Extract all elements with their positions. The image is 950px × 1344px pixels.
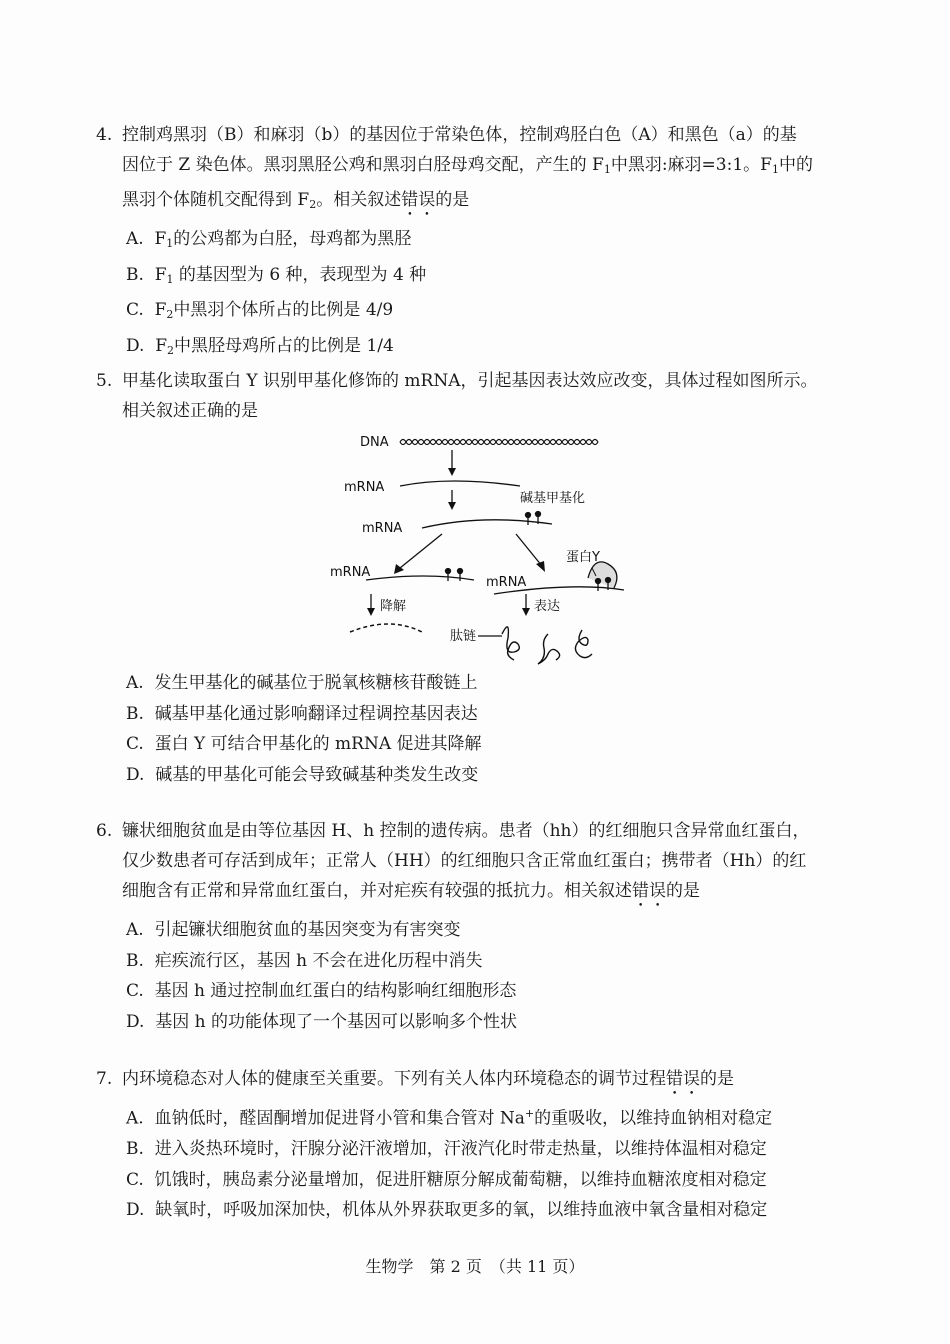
diagram-methylation-label: 碱基甲基化 xyxy=(520,491,586,506)
q7-line1c: 的是 xyxy=(700,1069,734,1089)
q6-stem xyxy=(96,816,876,846)
q6-line1: 镰状细胞贫血是由等位基因 H、h 控制的遗传病。患者（hh）的红细胞只含异常血红蛋白， xyxy=(122,821,810,841)
arrow-head xyxy=(536,561,545,572)
option-text: 的基因型为 6 种，表现型为 4 种 xyxy=(173,264,427,285)
option-f: F xyxy=(154,264,167,285)
q7-line1a: 内环境稳态对人体的健康至关重要。下列有关人体内环境稳态的调节过程 xyxy=(122,1069,666,1089)
option-text: 基因 h 的功能体现了一个基因可以影响多个性状 xyxy=(155,1011,518,1032)
mrna-strand-3 xyxy=(366,576,474,580)
methyl-marks-2 xyxy=(446,569,463,582)
peptide-chain-1 xyxy=(502,627,519,660)
option-text: 疟疾流行区，基因 h 不会在进化历程中消失 xyxy=(154,950,483,971)
option-label: D. xyxy=(126,1200,145,1221)
q7-emphasis: 错误 xyxy=(666,1069,700,1089)
q6-line3a: 细胞含有正常和异常血红蛋白，并对疟疾有较强的抵抗力。相关叙述 xyxy=(122,881,632,901)
q6-emphasis: 错误 xyxy=(632,881,666,901)
q5-option-a[interactable] xyxy=(96,668,876,699)
q7-option-d[interactable] xyxy=(96,1195,876,1226)
q6-option-d[interactable] xyxy=(96,1007,876,1038)
q4-option-d[interactable] xyxy=(96,331,876,367)
q4-line3a: 黑羽个体随机交配得到 F xyxy=(122,190,310,210)
option-f: F xyxy=(155,335,168,356)
option-f: F xyxy=(154,300,167,320)
option-text: 缺氧时，呼吸加深加快，机体从外界获取更多的氧，以维持血液中氧含量相对稳定 xyxy=(155,1200,768,1221)
question-5 xyxy=(96,366,876,426)
option-label: D. xyxy=(126,335,145,356)
dna-helix-2 xyxy=(400,440,598,445)
q4-line2b: 中黑羽:麻羽=3:1。F xyxy=(610,155,772,175)
q6-option-b[interactable] xyxy=(96,946,876,977)
option-text: 基因 h 通过控制血红蛋白的结构影响红细胞形态 xyxy=(154,981,517,1001)
option-sup: + xyxy=(524,1107,535,1120)
option-text: 血钠低时，醛固酮增加促进肾小管和集合管对 Na xyxy=(154,1108,525,1129)
q5-line2: 相关叙述正确的是 xyxy=(122,401,258,421)
q5-number: 5. xyxy=(96,371,113,391)
option-sub: 2 xyxy=(167,343,175,357)
q4-line3b: 。相关叙述 xyxy=(316,190,402,210)
q5-stem xyxy=(96,366,876,396)
diagram-protein-y-label: 蛋白Y xyxy=(566,550,600,565)
option-text: 的公鸡都为白胫，母鸡都为黑胫 xyxy=(173,229,412,249)
q4-sub1: 1 xyxy=(603,163,611,176)
option-label: B. xyxy=(126,950,144,971)
q6-option-a[interactable] xyxy=(96,915,876,946)
q6-line2: 仅少数患者可存活到成年；正常人（HH）的红细胞只含正常血红蛋白；携带者（Hh）的红 xyxy=(122,851,807,871)
q5-line1: 甲基化读取蛋白 Y 识别甲基化修饰的 mRNA，引起基因表达效应改变，具体过程如图所示。 xyxy=(122,371,818,391)
q4-line1: 控制鸡黑羽（B）和麻羽（b）的基因位于常染色体，控制鸡胫白色（A）和黑色（a）的基 xyxy=(122,125,797,145)
option-text: 碱基的甲基化可能会导致碱基种类发生改变 xyxy=(155,764,479,785)
degraded-fragments xyxy=(350,624,422,632)
option-sub: 1 xyxy=(166,237,174,250)
methylation-diagram xyxy=(330,428,630,668)
q4-stem xyxy=(96,120,876,150)
q5-option-c[interactable] xyxy=(96,729,876,760)
option-label: C. xyxy=(126,1169,144,1190)
peptide-chain-3 xyxy=(575,630,592,658)
option-sub: 2 xyxy=(166,308,174,321)
arrow-head xyxy=(448,468,456,476)
q6-number: 6. xyxy=(96,821,113,841)
option-text: 饥饿时，胰岛素分泌量增加，促进肝糖原分解成葡萄糖，以维持血糖浓度相对稳定 xyxy=(154,1169,767,1190)
protein-y-shape xyxy=(588,562,617,588)
q6-option-c[interactable] xyxy=(96,976,876,1007)
question-4 xyxy=(96,120,876,366)
option-label: A. xyxy=(126,673,144,693)
mrna-strand-1 xyxy=(400,481,520,486)
q4-number: 4. xyxy=(96,125,113,145)
peptide-chain-2 xyxy=(538,634,560,664)
option-text: 中黑胫母鸡所占的比例是 1/4 xyxy=(174,335,394,356)
option-label: D. xyxy=(126,1011,145,1032)
q5-option-d[interactable] xyxy=(96,760,876,791)
diagram-peptide-label: 肽链 xyxy=(450,629,477,644)
q4-line3d: 的是 xyxy=(435,190,470,210)
option-text: 进入炎热环境时，汗腺分泌汗液增加，汗液汽化时带走热量，以维持体温相对稳定 xyxy=(154,1139,767,1160)
q7-number: 7. xyxy=(96,1069,113,1089)
q7-option-c[interactable] xyxy=(96,1165,876,1196)
option-label: D. xyxy=(126,764,145,785)
option-label: C. xyxy=(126,300,144,320)
option-label: A. xyxy=(126,1108,144,1129)
option-text: 中黑羽个体所占的比例是 4/9 xyxy=(173,300,394,320)
q4-emphasis: 错误 xyxy=(401,190,436,210)
diagram-mrna-label-3: mRNA xyxy=(330,565,371,580)
option-text: 发生甲基化的碱基位于脱氧核糖核苷酸链上 xyxy=(154,673,478,693)
q4-option-c[interactable] xyxy=(96,295,876,331)
diagram-mrna-label-4: mRNA xyxy=(486,575,527,590)
q7-stem xyxy=(96,1064,876,1099)
page-footer: 生物学 第 2 页 （共 11 页） xyxy=(365,1257,585,1276)
question-7 xyxy=(96,1064,876,1226)
q4-line3 xyxy=(96,185,876,220)
diagram-dna-label: DNA xyxy=(360,435,389,450)
option-label: C. xyxy=(126,981,144,1001)
diagram-degrade-label: 降解 xyxy=(380,599,407,614)
q6-line3 xyxy=(96,876,876,911)
q4-sub2: 2 xyxy=(309,198,317,211)
option-text: 引起镰状细胞贫血的基因突变为有害突变 xyxy=(154,920,461,940)
q6-line3c: 的是 xyxy=(666,881,700,901)
q5-option-b[interactable] xyxy=(96,699,876,730)
option-sub: 1 xyxy=(166,272,174,286)
arrow-branch-left xyxy=(400,534,442,568)
mrna-strand-2 xyxy=(422,520,552,528)
option-text: 碱基甲基化通过影响翻译过程调控基因表达 xyxy=(154,703,478,724)
q4-option-a[interactable] xyxy=(96,224,876,260)
diagram-express-label: 表达 xyxy=(534,599,561,614)
option-label: B. xyxy=(126,1139,144,1160)
methyl-marks-1 xyxy=(526,512,541,526)
option-label: A. xyxy=(126,229,144,249)
q4-option-b[interactable] xyxy=(96,260,876,296)
option-text: 蛋白 Y 可结合甲基化的 mRNA 促进其降解 xyxy=(154,734,482,754)
option-f: F xyxy=(154,229,167,249)
arrow-head xyxy=(448,502,456,510)
q7-option-a[interactable] xyxy=(96,1099,876,1134)
arrow-head xyxy=(522,608,530,616)
option-label: B. xyxy=(126,264,144,285)
diagram-mrna-label-1: mRNA xyxy=(344,480,385,495)
q4-line2a: 因位于 Z 染色体。黑羽黑胫公鸡和黑羽白胫母鸡交配，产生的 F xyxy=(122,155,604,175)
q4-sub1b: 1 xyxy=(771,163,779,176)
option-label: B. xyxy=(126,703,144,724)
option-label: A. xyxy=(126,920,144,940)
arrow-branch-right xyxy=(516,534,542,566)
question-6 xyxy=(96,816,876,1037)
option-text-2: 的重吸收，以维持血钠相对稳定 xyxy=(534,1108,773,1129)
question-5-options xyxy=(96,668,876,790)
q7-option-b[interactable] xyxy=(96,1134,876,1165)
diagram-mrna-label-2: mRNA xyxy=(362,521,403,536)
arrow-head xyxy=(367,608,375,616)
q4-line2c: 中的 xyxy=(778,155,813,175)
option-label: C. xyxy=(126,734,144,754)
q4-line2 xyxy=(96,150,876,185)
